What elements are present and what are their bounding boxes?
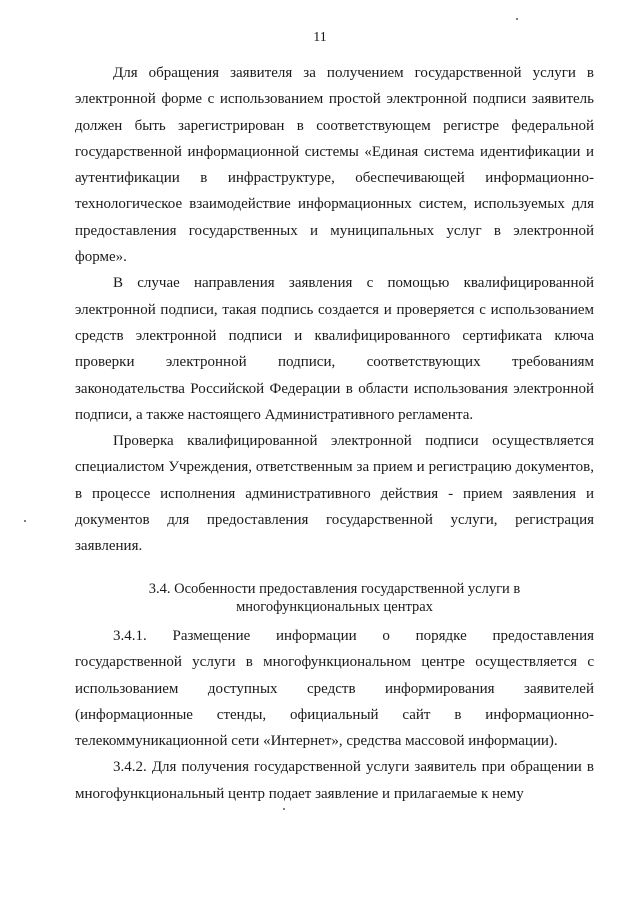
scan-speck <box>516 18 518 20</box>
paragraph: 3.4.2. Для получения государственной услуги заявитель при обращении в многофункциональный центр подает заявление и прилагаемые к нему <box>75 759 594 802</box>
paragraph: 3.4.1. Размещение информации о порядке предоставления государственной услуги в многофункциональном центре осуществляется с использованием доступных средств информирования заявителей (информационные стенды, официальный сайт в информационно-телекоммуникационной сети «Интернет», средства массовой информации). <box>75 628 594 750</box>
page-number: 11 <box>313 30 327 45</box>
paragraph: Проверка квалифицированной электронной подписи осуществляется специалистом Учреждения, ответственным за прием и регистрацию документов, в процессе исполнения административного действия - прием заявления и документов для предоставления государственной услуги, регистрация заявления. <box>75 433 594 555</box>
section-body-mfc <box>75 623 594 807</box>
paragraph: Для обращения заявителя за получением государственной услуги в электронной форме с использованием простой электронной подписи заявитель должен быть зарегистрирован в соответствующем регистре федеральной государственной информационной системы «Единая система идентификации и аутентификации в инфраструктуре, обеспечивающей информационно-технологическое взаимодействие информационных систем, используемых для предоставления государственных и муниципальных услуг в электронной форме». <box>75 65 594 266</box>
section-heading-line: многофункциональных центрах <box>236 599 433 615</box>
section-body-electronic-signature <box>75 60 594 560</box>
scan-speck <box>24 520 26 522</box>
section-heading <box>75 580 594 616</box>
scan-speck <box>283 808 285 810</box>
paragraph: В случае направления заявления с помощью квалифицированной электронной подписи, такая подпись создается и проверяется с использованием средств электронной подписи и квалифицированного сертификата ключа проверки электронной подписи, соответствующих требованиям законодательства Российской Федерации в области использования электронной подписи, а также настоящего Административного регламента. <box>75 275 594 423</box>
section-heading-line: 3.4. Особенности предоставления государственной услуги в <box>148 581 521 597</box>
